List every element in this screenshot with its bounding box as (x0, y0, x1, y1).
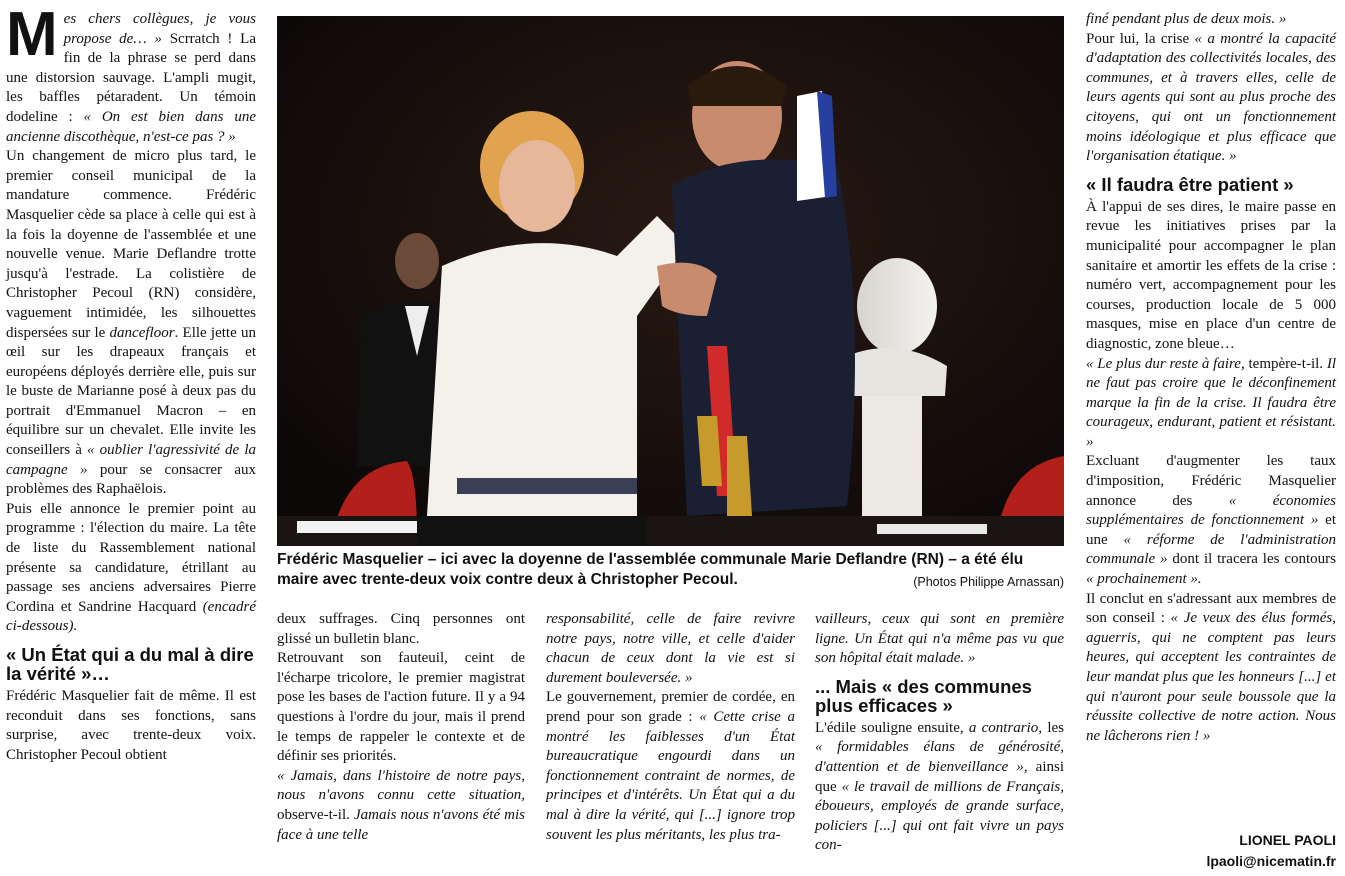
body-text: Un changement de micro plus tard, le premier conseil municipal de la mandature commence. Frédéric Masquelier cède sa place à celle qui est à la fois la doyenne de l'assemblée et une nouvelle venue. Marie Deflandre trotte jusqu'à l'estrade. La colistière de Christopher Pecoul (RN) considère, vaguement intimidée, les silhouettes dispersées sur le (6, 148, 256, 341)
body-text-italic: (encadré ci-dessous). (6, 598, 256, 635)
body-text: tempère-t-il. (1244, 355, 1327, 372)
quote-text: vailleurs, ceux qui sont en première ligne. Un État qui n'a même pas vu que son hôpital était malade. » (815, 611, 1064, 667)
paragraph: Retrouvant son fauteuil, ceint de l'écharpe tricolore, le premier magistrat pose les bases de l'action future. Il y a 94 questions à l'ordre du jour, mais il prend le temps de rappeler le contexte et de définir ses priorités. (277, 650, 525, 765)
paragraph (1086, 30, 1336, 167)
body-text: observe-t-il. (277, 806, 354, 823)
body-text: Il conclut en s'adressant aux membres de son conseil : (1086, 590, 1336, 627)
body-text: et une (1086, 512, 1337, 548)
body-text: dont il tracera les contours (1167, 551, 1336, 568)
article-photo (277, 16, 1064, 546)
body-text: pour se consacrer aux problèmes des Raphaëlois. (6, 461, 256, 498)
paragraph (6, 500, 256, 637)
section-heading: « Un État qui a du mal à dire la vérité »… (6, 644, 254, 684)
paragraph (1086, 452, 1336, 589)
body-text-italic: a contrario (968, 719, 1039, 736)
photo-caption (277, 550, 1064, 592)
paragraph (6, 147, 256, 500)
body-text: , les (1038, 719, 1064, 736)
author-name: LIONEL PAOLI (1239, 832, 1336, 848)
quote-text: « Je veux des élus formés, aguerris, qui ne comptent pas leurs heures, qui acceptent les contraintes de leur mandat plus que les honneurs [...] et qui n'auront pour seule boussole que la réussite collective de notre action. Nous ne lâcherons rien ! » (1086, 610, 1336, 744)
quote-text: « prochainement ». (1086, 571, 1202, 588)
paragraph (815, 610, 1064, 669)
quote-text: « formidables élans de générosité, d'attention et de bienveillance » (815, 739, 1064, 775)
section-heading: « Il faudra être patient » (1086, 173, 1294, 195)
body-text: Puis elle annonce le premier point au programme : l'élection du maire. La tête de liste du Rassemblement national présente sa candidature, étrillant au passage ses anciens adversaires Pierre Cordina et Sandrine Hacquard (6, 500, 256, 615)
body-text: Scrratch ! La fin de la phrase se perd dans une distorsion sauvage. L'ampli mugit, les baffles pétaradent. Un témoin dodeline : (6, 30, 256, 125)
article-column-2 (277, 610, 525, 845)
quote-text: « Le plus dur reste à faire, (1086, 355, 1245, 372)
quote-text: « On est bien dans une ancienne discothèque, n'est-ce pas ? » (6, 108, 256, 145)
drop-cap: M (6, 0, 58, 69)
body-text: , ainsi que (815, 758, 1064, 795)
paragraph: À l'appui de ses dires, le maire passe en revue les initiatives prises par la municipalité pour accompagner le plan sanitaire et amortir les effets de la crise : numéro vert, accompagnement pour les courses, production locale de 5 000 masques, mise en place d'un centre de diagnostic, zone bleue… (1086, 198, 1336, 352)
paragraph (1086, 590, 1336, 747)
caption-text: Frédéric Masquelier – ici avec la doyenne de l'assemblée communale Marie Deflandre (RN) – a été élu maire avec trente-deux voix contre deux à Christopher Pecoul. (277, 551, 1024, 588)
body-text-italic: dancefloor (109, 324, 175, 341)
section-heading: ... Mais « des communes plus efficaces » (815, 675, 1032, 716)
quote-text: « réforme de l'administration communale » (1086, 531, 1336, 568)
author-signature (1086, 830, 1336, 872)
quote-text: « le travail de millions de Français, éboueurs, employés de grande surface, policiers [...] qui ont fait vivre un pays con- (815, 778, 1064, 854)
quote-text: « Jamais, dans l'histoire de notre pays, nous n'avons connu cette situation, (277, 767, 525, 804)
body-text: Pour lui, la crise (1086, 30, 1195, 47)
paragraph (546, 688, 795, 845)
body-text: . Elle jette un œil sur les drapeaux français et européens déployés derrière elle, puis sur le buste de Marianne posé à deux pas du portrait d'Emmanuel Macron – en équilibre sur un chevalet. Elle invite les conseillers à (6, 324, 256, 459)
article-column-4 (815, 610, 1064, 856)
quote-text: « Cette crise a montré les faiblesses d'un État bureaucratique engourdi dans un fonctionnement contraint de normes, de principes et d'intérêts. Un État qui a du mal à dire la vérité, qui [...] ignore trop souvent les plus méritants, les plus tra- (546, 708, 795, 843)
paragraph (546, 610, 795, 688)
photo-credit: (Photos Philippe Arnassan) (913, 575, 1064, 589)
quote-text: responsabilité, celle de faire revivre notre pays, notre ville, et celle d'aider chacun de ceux dont la vie est si durement bouleversée. » (546, 611, 795, 686)
quote-text: Jamais nous n'avons été mis face à une telle (277, 806, 526, 843)
photo-illustration (277, 16, 1064, 546)
article-column-5 (1086, 10, 1336, 746)
paragraph (277, 767, 525, 845)
quote-text: finé pendant plus de deux mois. » (1086, 11, 1287, 27)
article-column-1 (6, 0, 256, 765)
author-email: lpaoli@nicematin.fr (1206, 853, 1336, 869)
body-text: L'édile souligne ensuite, (815, 719, 969, 736)
quote-text: « a montré la capacité d'adaptation des collectivités locales, des communes, et à travers elles, celle de leurs agents qui sont au plus proche des citoyens, qui ont un fonctionnement moins idéologique et plus efficace que l'organisation étatique. » (1086, 30, 1336, 165)
quote-text: es chers collègues, je vous propose de… » (63, 11, 256, 47)
paragraph (815, 719, 1064, 856)
paragraph: deux suffrages. Cinq personnes ont glissé un bulletin blanc. (277, 611, 525, 647)
body-text: Le gouvernement, premier de cordée, en prend pour son grade : (546, 689, 795, 725)
quote-text: Il ne faut pas croire que le déconfinement marque la fin de la crise. Il faudra être courageux, endurant, patient et résistant. » (1086, 355, 1336, 450)
body-text: Excluant d'augmenter les taux d'imposition, Frédéric Masquelier annonce des (1086, 453, 1336, 509)
paragraph: Frédéric Masquelier fait de même. Il est reconduit dans ses fonctions, sans surprise, avec trente-deux voix. Christopher Pecoul obtient (6, 688, 256, 763)
paragraph (6, 0, 256, 147)
quote-text: « oublier l'agressivité de la campagne » (6, 442, 256, 478)
quote-text: « économies supplémentaires de fonctionnement » (1086, 492, 1336, 529)
article-column-3 (546, 610, 795, 845)
paragraph (1086, 10, 1336, 30)
paragraph (1086, 355, 1336, 453)
